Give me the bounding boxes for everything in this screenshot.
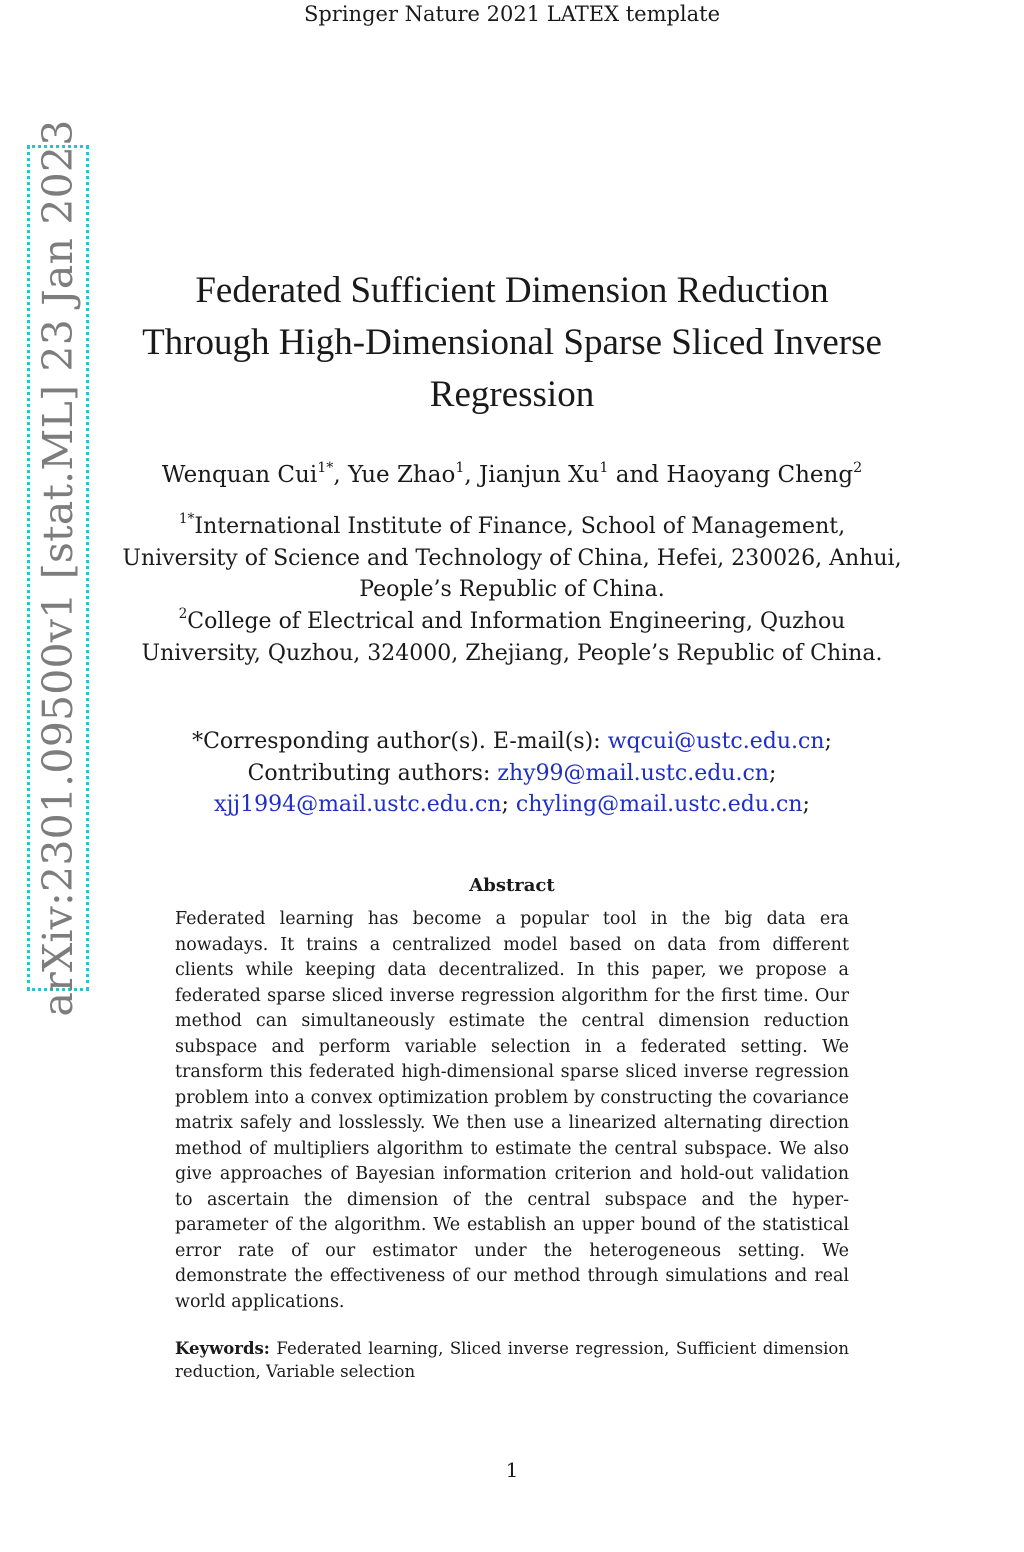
- contributing-email-link[interactable]: xjj1994@mail.ustc.edu.cn: [214, 792, 502, 817]
- keywords-label: Keywords:: [175, 1339, 270, 1358]
- author-name: Jianjun Xu: [479, 462, 600, 488]
- author-separator: ,: [464, 462, 480, 488]
- page-number: 1: [505, 1458, 519, 1482]
- affiliation-2: [120, 606, 904, 669]
- author-name: Yue Zhao: [348, 462, 456, 488]
- corresponding-email-link[interactable]: wqcui@ustc.edu.cn: [607, 729, 825, 754]
- keywords: [175, 1338, 849, 1383]
- author-affiliation-mark: 2: [853, 459, 863, 476]
- separator: ;: [802, 792, 810, 817]
- arxiv-identifier-stamp: [27, 119, 89, 1017]
- contributing-line: [120, 789, 904, 821]
- author-affiliation-mark: 1: [599, 459, 609, 476]
- running-head: Springer Nature 2021 LATEX template: [303, 2, 721, 26]
- keywords-text: Federated learning, Sliced inverse regression, Sufficient dimension reduction, Variable selection: [175, 1339, 849, 1381]
- separator: ;: [824, 729, 832, 754]
- affiliation-mark: 2: [178, 606, 188, 623]
- separator: ;: [501, 792, 516, 817]
- author-affiliation-mark: 1*: [317, 459, 334, 476]
- corresponding-line: [120, 726, 904, 758]
- affiliation-1: [120, 511, 904, 606]
- corresponding-label: *Corresponding author(s). E-mail(s):: [192, 729, 601, 754]
- contributing-email-link[interactable]: chyling@mail.ustc.edu.cn: [515, 792, 803, 817]
- author-affiliation-mark: 1: [455, 459, 465, 476]
- arxiv-identifier: arXiv:2301.09500v1 [stat.ML] 23 Jan 2023: [34, 119, 82, 1017]
- author-separator: and: [608, 462, 667, 488]
- affiliation-mark: 1*: [178, 511, 195, 528]
- separator: ;: [768, 760, 777, 786]
- author-separator: ,: [333, 462, 349, 488]
- contributing-line: [120, 758, 904, 790]
- author-name: Haoyang Cheng: [666, 462, 854, 488]
- author-list: [110, 460, 914, 490]
- paper-title: Federated Sufficient Dimension Reduction Through High-Dimensional Sparse Sliced Inverse Regression: [142, 270, 882, 415]
- correspondence-block: [120, 726, 904, 821]
- abstract-text: Federated learning has become a popular tool in the big data era nowadays. It trains a centralized model based on data from different clients while keeping data decentralized. In this paper, we propose a federated sparse sliced inverse regression algorithm for the first time. Our method can simultaneously estimate the central dimension reduction subspace and perform variable selection in a federated setting. We transform this federated high-dimensional sparse sliced inverse regression problem into a convex optimization problem by constructing the covariance matrix safely and losslessly. We then use a linearized alternating direction method of multipliers algorithm to estimate the central subspace. We also give approaches of Bayesian information criterion and hold-out validation to ascertain the dimension of the central subspace and the hyper-parameter of the algorithm. We establish an upper bound of the statistical error rate of our estimator under the heterogeneous setting. We demonstrate the effectiveness of our method through simulations and real world applications.: [175, 909, 849, 1312]
- affiliation-text: International Institute of Finance, School of Management, University of Science and Technology of China, Hefei, 230026, Anhui, People’s Republic of China.: [122, 514, 902, 602]
- author-name: Wenquan Cui: [161, 462, 318, 488]
- contributing-label: Contributing authors:: [247, 760, 491, 786]
- affiliation-text: College of Electrical and Information Engineering, Quzhou University, Quzhou, 324000, Zhejiang, People’s Republic of China.: [141, 609, 883, 666]
- abstract-heading: Abstract: [469, 875, 555, 896]
- contributing-email-link[interactable]: zhy99@mail.ustc.edu.cn: [497, 760, 769, 786]
